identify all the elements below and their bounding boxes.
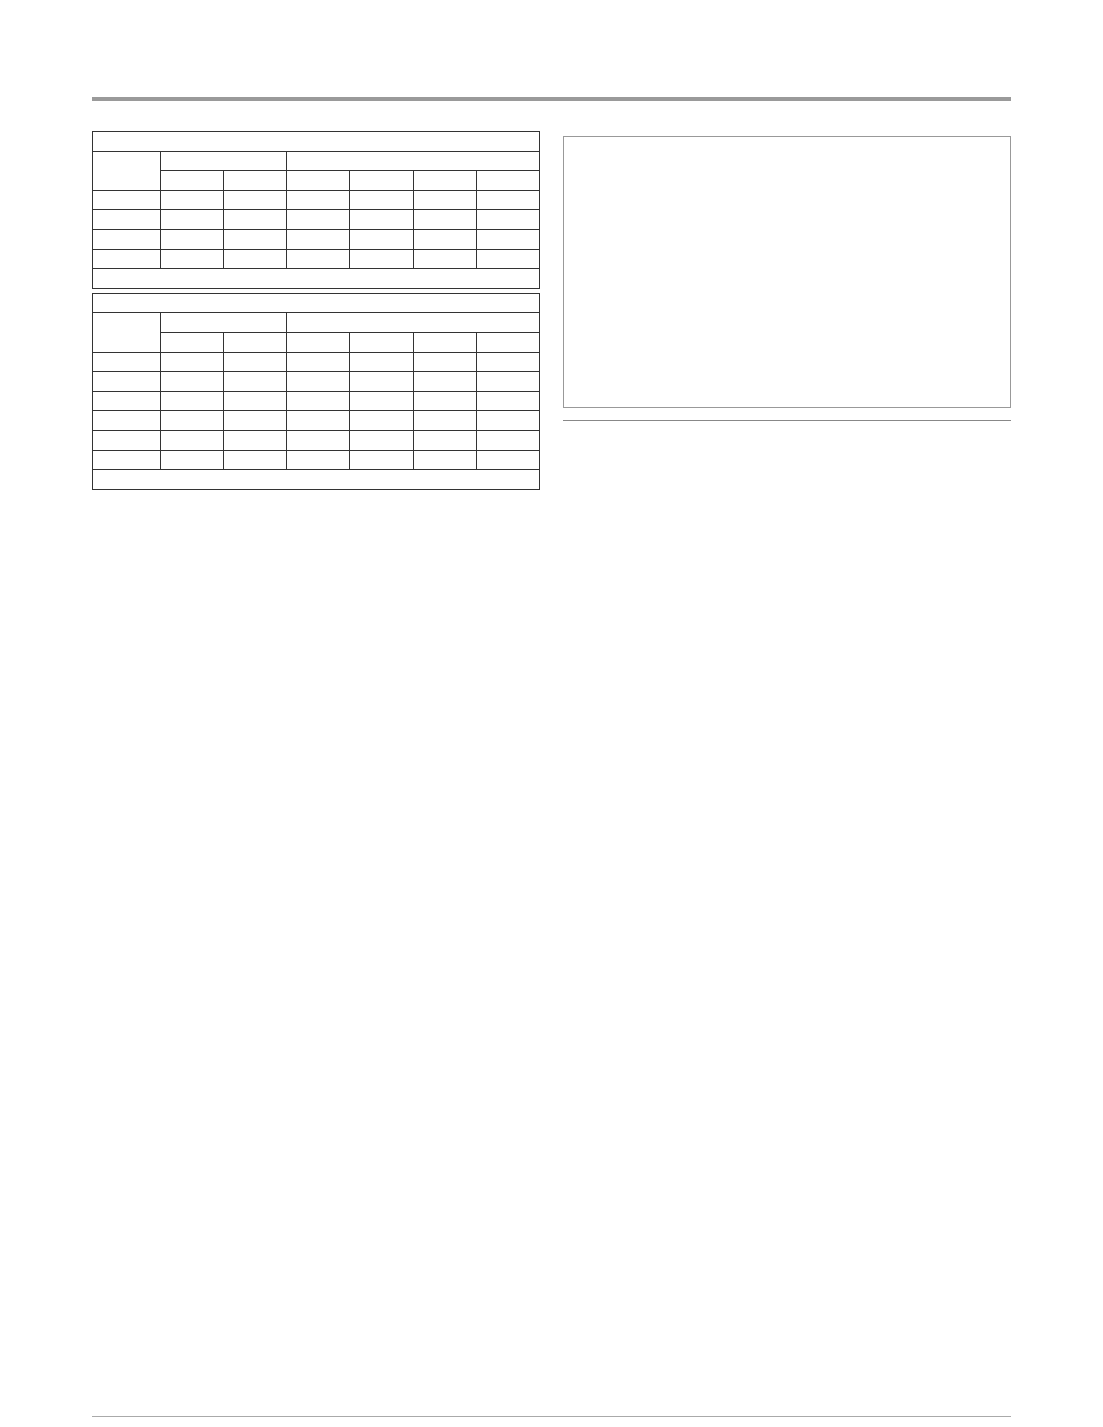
table-note: [93, 470, 540, 490]
cell: [413, 411, 476, 431]
cell: [224, 391, 287, 411]
cell: [224, 249, 287, 269]
col-header-height: [93, 151, 161, 190]
table-row: [93, 190, 540, 210]
cell: [93, 411, 161, 431]
cell: [224, 430, 287, 450]
cell: [413, 352, 476, 372]
cell: [161, 430, 224, 450]
cell: [161, 391, 224, 411]
cell: [287, 391, 350, 411]
cell: [476, 430, 539, 450]
angle-header: [413, 171, 476, 191]
cell: [224, 229, 287, 249]
cell: [161, 411, 224, 431]
cell: [413, 372, 476, 392]
cell: [161, 229, 224, 249]
cell: [476, 450, 539, 470]
cell: [93, 249, 161, 269]
cell: [93, 372, 161, 392]
cell: [224, 210, 287, 230]
cell: [413, 210, 476, 230]
table-row: [93, 430, 540, 450]
header-rule: [92, 97, 1011, 101]
table-row: [93, 249, 540, 269]
table-row: [93, 229, 540, 249]
angle-header: [287, 171, 350, 191]
cell: [161, 372, 224, 392]
angle-header: [413, 332, 476, 352]
angle-header: [161, 171, 224, 191]
k02-measurement-table: [92, 293, 540, 490]
cell: [287, 411, 350, 431]
cell: [413, 190, 476, 210]
cell: [350, 352, 413, 372]
cell: [350, 229, 413, 249]
cell: [224, 372, 287, 392]
cell: [93, 430, 161, 450]
cell: [413, 391, 476, 411]
references-rule: [563, 420, 1011, 421]
cell: [350, 210, 413, 230]
cell: [350, 391, 413, 411]
table-row: [93, 352, 540, 372]
cell: [350, 372, 413, 392]
table-row: [93, 372, 540, 392]
harmonic-report-figure: [563, 136, 1011, 408]
cell: [476, 372, 539, 392]
cell: [93, 450, 161, 470]
angle-header: [224, 332, 287, 352]
harmonic-report-image: [564, 137, 1010, 407]
cell: [476, 210, 539, 230]
left-column: [92, 128, 547, 494]
angle-header: [350, 171, 413, 191]
right-column: [563, 128, 1011, 429]
cell: [476, 411, 539, 431]
table-row: [93, 391, 540, 411]
col-header-after: [287, 151, 540, 171]
cell: [287, 430, 350, 450]
cell: [287, 210, 350, 230]
cell: [287, 450, 350, 470]
col-header-before: [161, 151, 287, 171]
cell: [161, 450, 224, 470]
footer-rule: [92, 1416, 1011, 1417]
cell: [287, 249, 350, 269]
cell: [287, 352, 350, 372]
cell: [413, 229, 476, 249]
cell: [350, 430, 413, 450]
cell: [350, 450, 413, 470]
cell: [476, 391, 539, 411]
cell: [476, 249, 539, 269]
cell: [93, 210, 161, 230]
col-header-before: [161, 313, 287, 333]
cell: [224, 352, 287, 372]
cell: [93, 190, 161, 210]
angle-header: [350, 332, 413, 352]
cell: [350, 190, 413, 210]
cell: [350, 411, 413, 431]
table-row: [93, 210, 540, 230]
table-title: [93, 293, 540, 313]
table-row: [93, 450, 540, 470]
cell: [476, 229, 539, 249]
cell: [161, 249, 224, 269]
cell: [93, 391, 161, 411]
angle-header: [476, 332, 539, 352]
col-header-after: [287, 313, 540, 333]
cell: [93, 229, 161, 249]
cell: [161, 190, 224, 210]
col-header-height: [93, 313, 161, 352]
cell: [350, 249, 413, 269]
table-title: [93, 132, 540, 152]
angle-header: [476, 171, 539, 191]
k01-measurement-table: [92, 131, 540, 289]
cell: [413, 249, 476, 269]
angle-header: [161, 332, 224, 352]
cell: [161, 210, 224, 230]
cell: [224, 190, 287, 210]
cell: [93, 352, 161, 372]
angle-header: [224, 171, 287, 191]
angle-header: [287, 332, 350, 352]
cell: [413, 430, 476, 450]
table-row: [93, 411, 540, 431]
cell: [476, 190, 539, 210]
cell: [476, 352, 539, 372]
cell: [224, 450, 287, 470]
cell: [287, 229, 350, 249]
cell: [413, 450, 476, 470]
cell: [287, 190, 350, 210]
cell: [224, 411, 287, 431]
cell: [287, 372, 350, 392]
cell: [161, 352, 224, 372]
table-note: [93, 269, 540, 289]
